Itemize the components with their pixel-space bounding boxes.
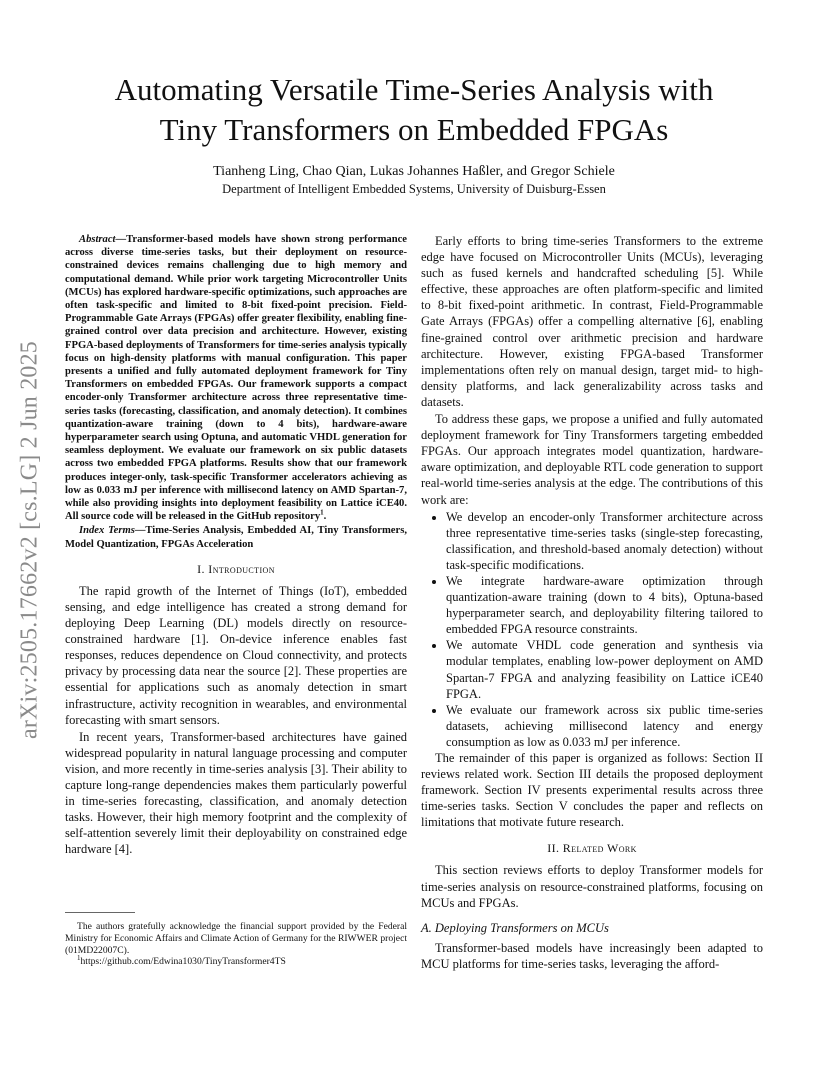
intro-paragraph-4: To address these gaps, we propose a unified and fully automated deployment framework for Tiny Transformers targeting embedded FPGAs. Our approach integrates model quantization, hardware-aware optimization, and deployable RTL code generation to support real-world time-series analysis at the edge. The contributions of this work are:: [421, 412, 763, 507]
list-item: • We develop an encoder-only Transformer architecture across three representative time-series tasks (single-step forecasting, classification, and threshold-based anomaly detection) without task-specific modifications.: [446, 509, 763, 573]
index-terms: [65, 524, 407, 550]
related-work-paragraph-2: Transformer-based models have increasingly been adapted to MCU platforms for time-series tasks, leveraging the afford-: [421, 940, 763, 971]
github-link[interactable]: https://github.com/Edwina1030/TinyTransformer4TS: [80, 956, 286, 968]
index-terms-label: Index Terms: [79, 525, 135, 537]
list-item: • We evaluate our framework across six public time-series datasets, achieving millisecond latency and energy consumption as low as 0.033 mJ per inference.: [446, 702, 763, 750]
abstract-label: Abstract: [79, 234, 116, 245]
abstract-end: .: [323, 511, 327, 523]
list-item: • We automate VHDL code generation and synthesis via modular templates, enabling low-power deployment on AMD Spartan-7 FPGA and analyzing feasibility on Lattice iCE40 FPGA.: [446, 637, 763, 701]
intro-paragraph-5: The remainder of this paper is organized as follows: Section II reviews related work. Section III details the proposed deployment framework. Section IV presents experimental results across three time-series tasks. Section V concludes the paper and reflects on limitations that motivate future research.: [421, 751, 763, 830]
right-column: [421, 233, 763, 972]
intro-paragraph-3: Early efforts to bring time-series Transformers to the extreme edge have focused on Microcontroller Units (MCUs), leveraging such as fused kernels and handcrafted scheduling [5]. While effective, these approaches are often platform-specific and limited to 8-bit fixed-point arithmetic. In contrast, Field-Programmable Gate Arrays (FPGAs) offer a compelling alternative [6], enabling fine-grained control over arithmetic precision and hardware architecture. However, existing FPGA-based Transformer implementations often rely on manual design, target mid- to high-density platforms, and lack generalizability across tasks and datasets.: [421, 234, 763, 409]
abstract: [65, 233, 407, 523]
arxiv-identifier: arXiv:2505.17662v2 [cs.LG] 2 Jun 2025: [16, 340, 43, 740]
author-list: Tianheng Ling, Chao Qian, Lukas Johannes Haßler, and Gregor Schiele: [213, 164, 615, 179]
intro-paragraph-1: The rapid growth of the Internet of Things (IoT), embedded sensing, and edge intelligence has created a strong demand for deploying Deep Learning (DL) models directly on resource-constrained hardware [1]. On-device inference enables fast responses, reduces dependence on Cloud connectivity, and protects privacy by processing data near the source [2]. These properties are essential for applications such as anomaly detection in smart infrastructure, activity recognition in wearables, and environmental forecasting with smart sensors.: [65, 583, 407, 727]
footnote-1-mark: 1: [77, 954, 81, 963]
title-line-2: Tiny Transformers on Embedded FPGAs: [159, 112, 669, 147]
affiliation: Department of Intelligent Embedded Systems, University of Duisburg-Essen: [222, 182, 606, 196]
contribution-list: [421, 509, 763, 750]
index-terms-text: —Time-Series Analysis, Embedded AI, Tiny Transformers, Model Quantization, FPGAs Acceleration: [65, 525, 407, 550]
arxiv-sidebar: [10, 310, 50, 770]
subsection-heading-mcus: A. Deploying Transformers on MCUs: [421, 920, 609, 935]
title-line-1: Automating Versatile Time-Series Analysis with: [114, 72, 714, 107]
abstract-text: —Transformer-based models have shown strong performance across diverse time-series tasks, but their deployment on resource-constrained devices remains challenging due to high memory and computational demand. While prior work targeting Microcontroller Units (MCUs) has explored hardware-specific optimizations, such approaches are often task-specific and limited to 8-bit fixed-point precision. Field-Programmable Gate Arrays (FPGAs) offer greater flexibility, enabling fine-grained control over data precision and architecture. However, existing FPGA-based deployments of Transformers for time-series analysis typically focus on high-density platforms with manual configuration. This paper presents a unified and fully automated deployment framework for Tiny Transformers on embedded FPGAs. Our framework supports a compact encoder-only Transformer architecture across three representative time-series tasks (forecasting, classification, and anomaly detection). It combines quantization-aware training (down to 4 bits), hardware-aware hyperparameter search using Optuna, and automatic VHDL generation for seamless deployment. We evaluate our framework on six public datasets across two embedded FPGA platforms. Results show that our framework produces integer-only, task-specific Transformer accelerators achieving as low as 0.033 mJ per inference with millisecond latency on AMD Spartan-7, while also providing insights into deployment feasibility on Lattice iCE40. All source code will be released in the GitHub repository: [65, 234, 407, 523]
related-work-paragraph-1: This section reviews efforts to deploy Transformer models for time-series analysis on resource-constrained platforms, focusing on MCUs and FPGAs.: [421, 863, 763, 910]
list-item: • We integrate hardware-aware optimization through quantization-aware training (down to 4 bits), Optuna-based hyperparameter search, and deployability filtering tailored to embedded FPGA resource constraints.: [446, 573, 763, 637]
abstract-footnote-mark: 1: [320, 508, 324, 517]
left-column: [65, 233, 407, 857]
footnote-divider: [65, 912, 135, 913]
intro-paragraph-2: In recent years, Transformer-based architectures have gained widespread popularity in natural language processing and computer vision, and more recently in time-series analysis [3]. Their ability to capture long-range dependencies makes them particularly powerful in time-series forecasting, classification, and anomaly detection tasks. However, their high memory footprint and the complexity of self-attention severely limit their deployability on constrained edge hardware [4].: [65, 729, 407, 857]
paper-title: [70, 70, 758, 150]
footnotes: [65, 921, 407, 968]
section-heading-introduction: I. Introduction: [197, 561, 275, 576]
section-heading-related-work: II. Related Work: [547, 841, 637, 856]
funding-note: The authors gratefully acknowledge the financial support provided by the Federal Ministry for Economic Affairs and Climate Action of Germany for the RIWWER project (01MD22007C).: [65, 921, 407, 956]
